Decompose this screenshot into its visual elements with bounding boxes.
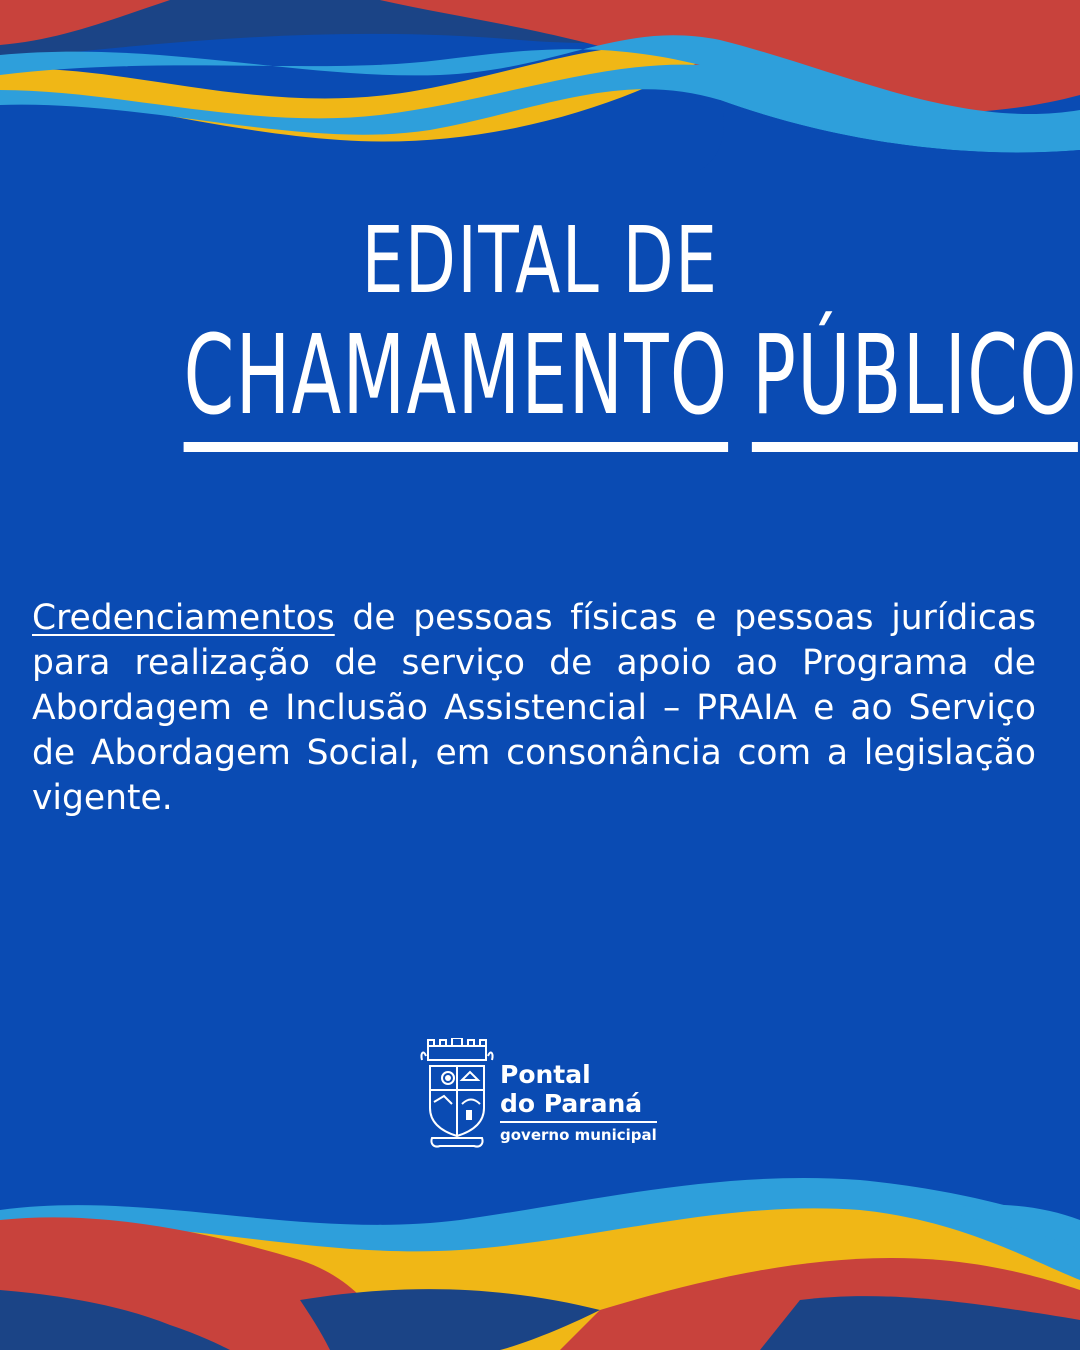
bottom-wave-decoration [0,1170,1080,1350]
logo-subtitle: governo municipal [500,1121,657,1144]
municipal-logo [418,1038,678,1158]
top-wave-decoration [0,0,1080,170]
description-lead-word: Credenciamentos [32,598,335,638]
announcement-description [32,596,1036,821]
municipal-coat-of-arms-icon [418,1038,496,1150]
logo-line-2: do Paraná [500,1089,643,1118]
headline-line-1: EDITAL DE [361,207,719,314]
headline-word-publico: PÚBLICO [752,315,1078,452]
headline [0,207,1080,452]
logo-line-1: Pontal [500,1060,591,1089]
description-text: de pessoas físicas e pessoas jurídicas para realização de serviço de apoio ao Programa de Abordagem e Inclusão Assistencial – PRAIA e ao Serviço de Abordagem Social, em consonância com a legislação vigente. [32,598,1036,818]
headline-line-2 [183,311,1078,452]
headline-word-chamamento: CHAMAMENTO [184,315,729,452]
logo-wordmark [500,1060,657,1144]
